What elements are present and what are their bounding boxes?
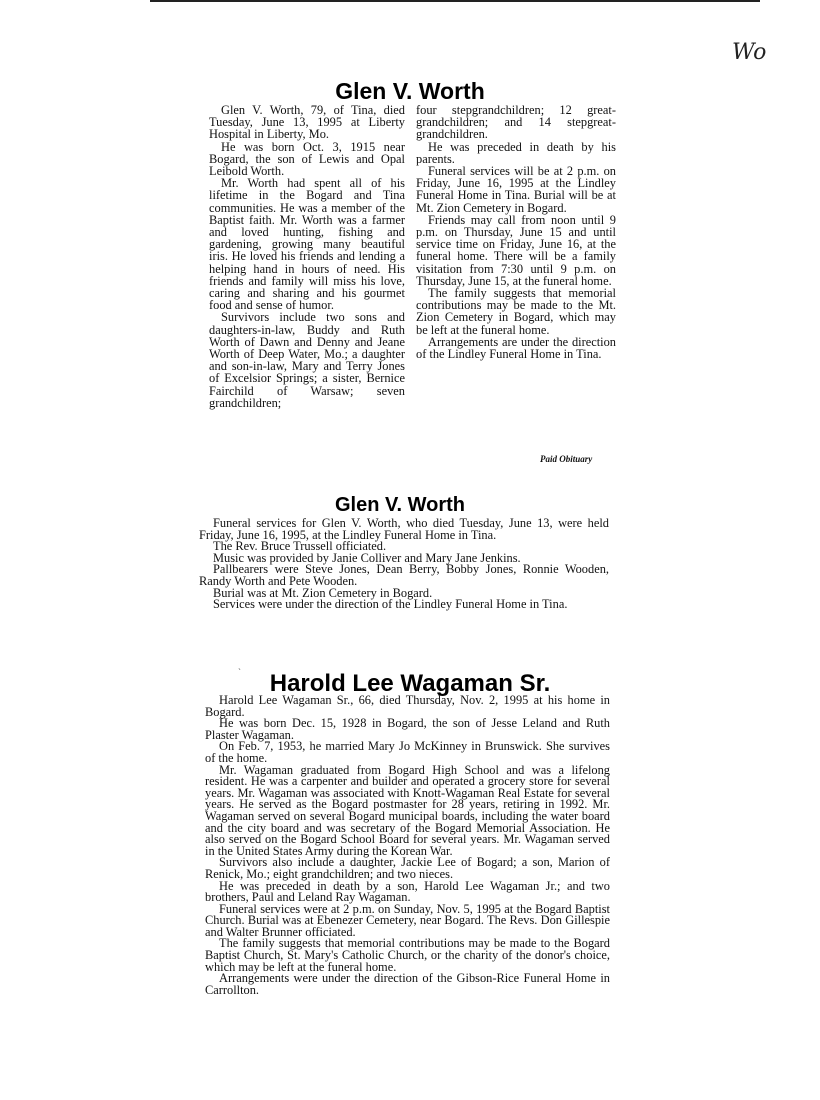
- obituary-2-paragraph: Pallbearers were Steve Jones, Dean Berry, Bobby Jones, Ronnie Wooden, Randy Worth and Pete Wooden.: [199, 562, 609, 588]
- obituary-1-paragraph: He was born Oct. 3, 1915 near Bogard, the son of Lewis and Opal Leibold Worth.: [209, 139, 405, 179]
- stray-mark: `: [238, 667, 241, 677]
- obituary-2-body: [199, 518, 609, 611]
- obituary-3-paragraph: He was preceded in death by a son, Harold Lee Wagaman Jr.; and two brothers, Paul and Leland Ray Wagaman.: [205, 878, 610, 905]
- top-rule: [150, 0, 760, 2]
- obituary-2-paragraph: Burial was at Mt. Zion Cemetery in Bogard.: [213, 585, 433, 600]
- obituary-1-paragraph: Survivors include two sons and daughters-in-law, Buddy and Ruth Worth of Dawn and Denny and Jeane Worth of Deep Water, Mo.; a daughter and son-in-law, Mary and Terry Jones of Excelsior Springs; a sister, Bernice Fairchild of Warsaw; seven grandchildren;: [209, 310, 405, 410]
- obituary-3-paragraph: Funeral services were at 2 p.m. on Sunday, Nov. 5, 1995 at the Bogard Baptist Church. Burial was at Ebenezer Cemetery, near Bogard. The Revs. Don Gillespie and Walter Brunner officiated.: [205, 901, 610, 939]
- obituary-3-paragraph: Survivors also include a daughter, Jackie Lee of Bogard; a son, Marion of Renick, Mo.; eight grandchildren; and two nieces.: [205, 855, 610, 881]
- corner-handwritten-note: Wo: [732, 40, 767, 65]
- obituary-1-title: Glen V. Worth: [335, 78, 485, 104]
- obituary-3-paragraph: Harold Lee Wagaman Sr., 66, died Thursday, Nov. 2, 1995 at his home in Bogard.: [205, 693, 610, 719]
- obituary-3-paragraph: Arrangements were under the direction of the Gibson-Rice Funeral Home in Carrollton.: [205, 971, 610, 997]
- obituary-3-paragraph: Mr. Wagaman graduated from Bogard High School and was a lifelong resident. He was a carpenter and builder and operated a grocery store for several years. Mr. Wagaman was associated with Knott-Wagaman Real Estate for several years. He served as the Bogard postmaster for 28 years, retiring in 1992. Mr. Wagaman served on several Bogard municipal boards, including the water board and the city board and was secretary of the Bogard Memorial Association. He also served on the Bogard School Board for several years. Mr. Wagaman served in the United States Army during the Korean War.: [205, 762, 610, 858]
- obituary-3-paragraph: He was born Dec. 15, 1928 in Bogard, the son of Jesse Leland and Ruth Plaster Wagaman.: [205, 716, 610, 742]
- obituary-1-paragraph: Glen V. Worth, 79, of Tina, died Tuesday, June 13, 1995 at Liberty Hospital in Liberty, Mo.: [209, 103, 405, 142]
- obituary-2-paragraph: Services were under the direction of the Lindley Funeral Home in Tina.: [213, 597, 568, 612]
- paid-obituary-label: Paid Obituary: [540, 454, 593, 464]
- obituary-3-title: Harold Lee Wagaman Sr.: [269, 670, 551, 697]
- obituary-1-paragraph: Arrangements are under the direction of the Lindley Funeral Home in Tina.: [416, 334, 616, 362]
- obituary-2-paragraph: Music was provided by Janie Colliver and Mary Jane Jenkins.: [213, 550, 521, 565]
- obituary-3-body: [205, 695, 610, 996]
- obituary-2-title: Glen V. Worth: [334, 494, 466, 516]
- obituary-3-paragraph: On Feb. 7, 1953, he married Mary Jo McKinney in Brunswick. She survives of the home.: [205, 739, 610, 765]
- obituary-1-paragraph: Mr. Worth had spent all of his lifetime in the Bogard and Tina communities. He was a member of the Baptist faith. Mr. Worth was a farmer and loved hunting, fishing and gardening, growing many beautiful iris. He loved his friends and lending a helping hand in hours of need. His friends and family will miss his love, caring and sharing and his gourmet food and sense of humor.: [209, 176, 405, 313]
- obituary-1-paragraph: Friends may call from noon until 9 p.m. on Thursday, June 15 and until service time on Friday, June 16, at the funeral home. There will be a family visitation from 7:30 until 9 p.m. on Thursday, June 15, at the funeral home.: [416, 212, 616, 288]
- obituary-2-paragraph: The Rev. Bruce Trussell officiated.: [213, 539, 387, 554]
- obituary-3-paragraph: The family suggests that memorial contributions may be made to the Bogard Baptist Church, St. Mary's Catholic Church, or the charity of the donor's choice, which may be left at the funeral home.: [205, 936, 610, 974]
- obituary-1-paragraph: four stepgrandchildren; 12 great-grandchildren; and 14 stepgreat-grandchildren.: [416, 103, 616, 142]
- obituary-1-paragraph: He was preceded in death by his parents.: [416, 139, 616, 166]
- obituary-1-column-left: [209, 104, 405, 409]
- obituary-1-paragraph: The family suggests that memorial contributions may be made to the Mt. Zion Cemetery in Bogard, which may be left at the funeral home.: [416, 286, 616, 337]
- obituary-2-paragraph: Funeral services for Glen V. Worth, who died Tuesday, June 13, were held Friday, June 16, 1995, at the Lindley Funeral Home in Tina.: [199, 516, 609, 542]
- obituary-1-paragraph: Funeral services will be at 2 p.m. on Friday, June 16, 1995 at the Lindley Funeral Home in Tina. Burial will be at Mt. Zion Cemetery in Bogard.: [416, 164, 616, 215]
- obituary-1-column-right: [416, 104, 616, 360]
